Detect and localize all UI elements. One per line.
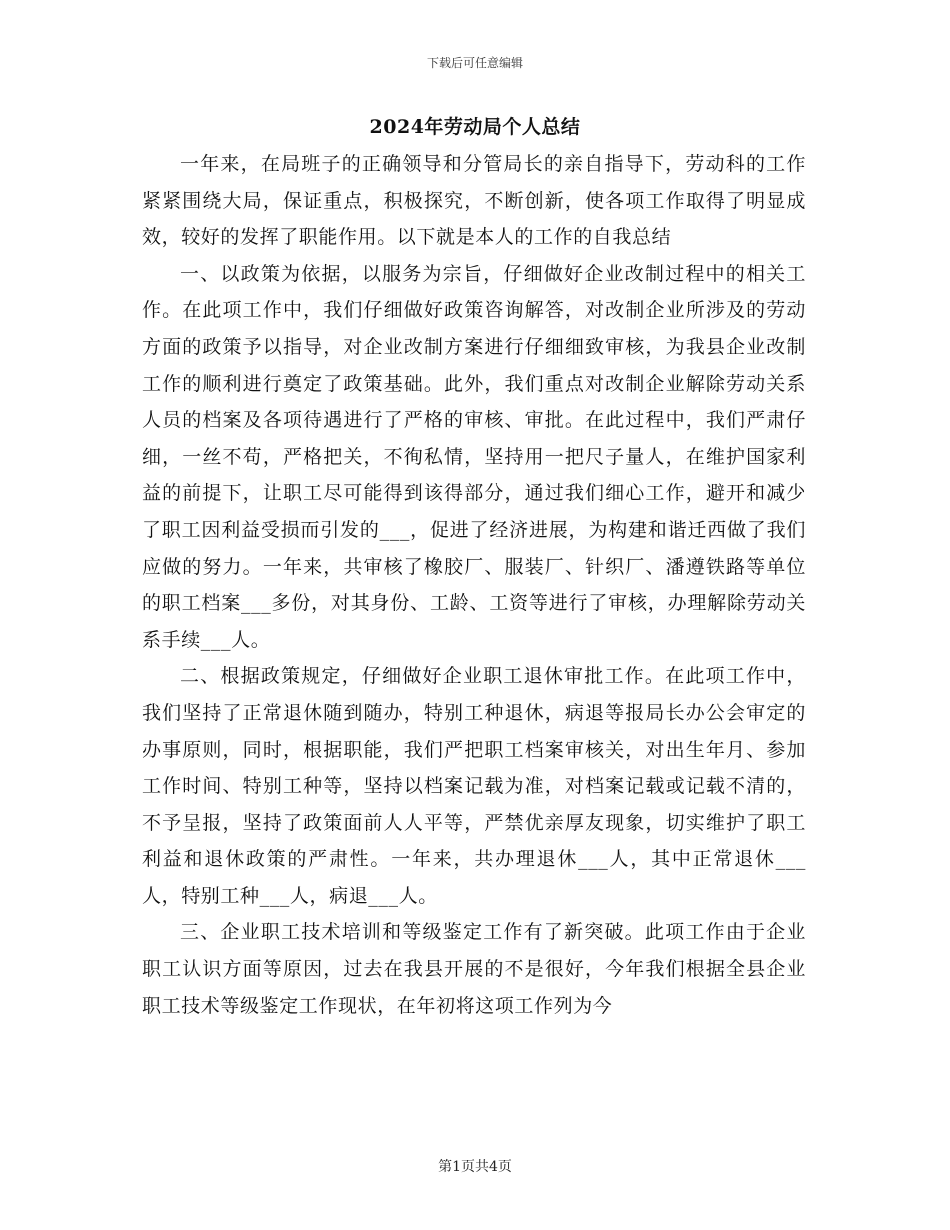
document-title: 2024年劳动局个人总结: [369, 116, 581, 138]
paragraph-section-2: 二、根据政策规定，仔细做好企业职工退休审批工作。在此项工作中，我们坚持了正常退休随到随办，特别工种退休，病退等报局长办公会审定的办事原则，同时，根据职能，我们严把职工档案审核关，对出生年月、参加工作时间、特别工种等，坚持以档案记载为准，对档案记载或记载不清的，不予呈报，坚持了政策面前人人平等，严禁优亲厚友现象，切实维护了职工利益和退休政策的严肃性。一年来，共办理退休___人，其中正常退休___人，特别工种___人，病退___人。: [142, 665, 806, 907]
page-number: 第1页共4页: [438, 1159, 512, 1175]
document-body: [142, 146, 806, 1024]
paragraph-section-1: 一、以政策为依据，以服务为宗旨，仔细做好企业改制过程中的相关工作。在此项工作中，我们仔细做好政策咨询解答，对改制企业所涉及的劳动方面的政策予以指导，对企业改制方案进行仔细细致审核，为我县企业改制工作的顺利进行奠定了政策基础。此外，我们重点对改制企业解除劳动关系人员的档案及各项待遇进行了严格的审核、审批。在此过程中，我们严肃仔细，一丝不苟，严格把关，不徇私情，坚持用一把尺子量人，在维护国家利益的前提下，让职工尽可能得到该得部分，通过我们细心工作，避开和减少了职工因利益受损而引发的___，促进了经济进展，为构建和谐迁西做了我们应做的努力。一年来，共审核了橡胶厂、服装厂、针织厂、潘遵铁路等单位的职工档案___多份，对其身份、工龄、工资等进行了审核，办理解除劳动关系手续___人。: [142, 262, 806, 651]
header-note: 下载后可任意编辑: [426, 56, 523, 70]
paragraph-section-3: 三、企业职工技术培训和等级鉴定工作有了新突破。此项工作由于企业职工认识方面等原因，过去在我县开展的不是很好，今年我们根据全县企业职工技术等级鉴定工作现状，在年初将这项工作列为今: [142, 921, 806, 1017]
paragraph-intro: 一年来，在局班子的正确领导和分管局长的亲自指导下，劳动科的工作紧紧围绕大局，保证重点，积极探究，不断创新，使各项工作取得了明显成效，较好的发挥了职能作用。以下就是本人的工作的自我总结: [142, 153, 806, 249]
